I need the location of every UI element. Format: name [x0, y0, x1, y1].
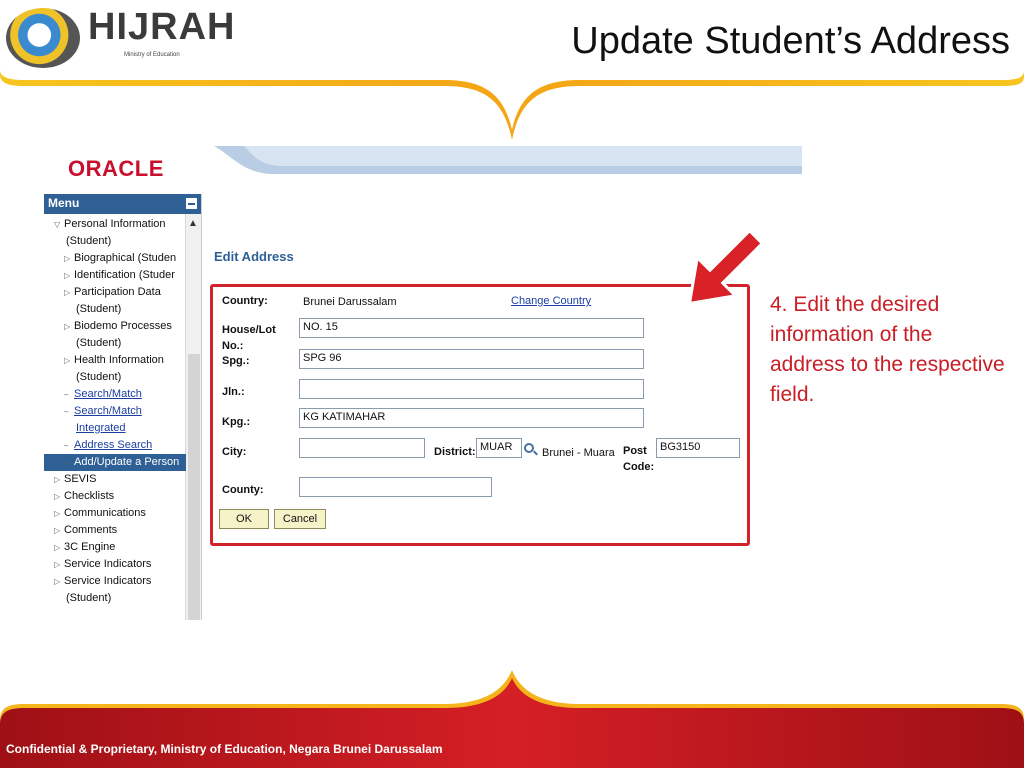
menu-item-label: Service Indicators — [64, 558, 152, 570]
menu-item[interactable] — [44, 505, 186, 522]
menu-item-label: Service Indicators — [64, 575, 152, 587]
menu-item[interactable] — [44, 437, 186, 454]
menu-item — [44, 590, 186, 607]
kpg-label: Kpg.: — [222, 416, 251, 428]
hijrah-logo — [6, 4, 236, 70]
menu-item-label: Personal Information — [64, 218, 166, 230]
menu-title: Menu — [48, 196, 80, 210]
logo-text: HIJRAH — [88, 6, 236, 48]
collapsed-triangle-icon: ▷ — [54, 577, 61, 586]
menu-item-label: 3C Engine — [64, 541, 116, 553]
county-input[interactable] — [299, 477, 492, 497]
slide-title: Update Student’s Address — [571, 20, 1010, 62]
house-input[interactable]: NO. 15 — [299, 318, 644, 338]
spg-input[interactable]: SPG 96 — [299, 349, 644, 369]
menu-item[interactable] — [44, 556, 186, 573]
menu-item — [44, 335, 186, 352]
annotation-note: 4. Edit the desired information of the address to the respective field. — [770, 293, 1005, 406]
menu-item-label: (Student) — [76, 303, 122, 315]
menu-item-label: Participation Data — [74, 286, 161, 298]
cancel-button[interactable]: Cancel — [274, 509, 326, 529]
menu-item-label: Biodemo Processes — [74, 320, 172, 332]
collapsed-triangle-icon: ▷ — [64, 322, 71, 331]
country-value: Brunei Darussalam — [303, 296, 397, 308]
logo-subtext: Ministry of Education — [124, 52, 180, 58]
red-arrow-icon — [672, 226, 772, 316]
collapsed-triangle-icon: ▷ — [54, 526, 61, 535]
menu-item[interactable] — [44, 216, 186, 233]
county-label: County: — [222, 484, 264, 496]
collapsed-triangle-icon: ▷ — [64, 288, 71, 297]
menu-item-label: Biographical (Studen — [74, 252, 177, 264]
menu-item[interactable] — [44, 454, 186, 471]
menu-item-label: (Student) — [66, 592, 112, 604]
menu-item-label: Communications — [64, 507, 146, 519]
menu-item[interactable] — [44, 403, 186, 420]
country-label: Country: — [222, 295, 268, 307]
menu-item-label: Checklists — [64, 490, 115, 502]
menu-item[interactable] — [44, 488, 186, 505]
city-label: City: — [222, 446, 247, 458]
menu-item-label: Search/Match — [74, 405, 142, 417]
menu-item[interactable] — [44, 386, 186, 403]
menu-item-label: Add/Update a Person — [74, 456, 180, 468]
collapsed-triangle-icon: ▷ — [54, 509, 61, 518]
menu-item-label: Health Information — [74, 354, 164, 366]
address-form — [210, 284, 750, 546]
footer-text: Confidential & Proprietary, Ministry of Education, Negara Brunei Darussalam — [6, 742, 443, 756]
city-input[interactable] — [299, 438, 425, 458]
menu-item[interactable] — [44, 284, 186, 301]
post-code-label: Post — [623, 445, 647, 457]
menu-item[interactable] — [44, 539, 186, 556]
district-description: Brunei - Muara — [542, 447, 615, 459]
district-lookup-icon[interactable] — [524, 443, 534, 453]
menu-item — [44, 301, 186, 318]
house-label: House/Lot — [222, 324, 276, 336]
jln-input[interactable] — [299, 379, 644, 399]
menu-panel — [44, 194, 202, 620]
menu-item — [44, 233, 186, 250]
collapsed-triangle-icon: ▷ — [54, 543, 61, 552]
jln-label: Jln.: — [222, 386, 245, 398]
dash-icon: – — [64, 458, 69, 467]
oracle-logo: ORACLE — [68, 156, 164, 181]
menu-item-label: Identification (Studer — [74, 269, 175, 281]
collapse-icon[interactable] — [185, 197, 198, 210]
menu-list — [44, 216, 186, 607]
change-country-link[interactable]: Change Country — [511, 295, 592, 307]
kpg-input[interactable]: KG KATIMAHAR — [299, 408, 644, 428]
menu-item[interactable] — [44, 471, 186, 488]
menu-item[interactable] — [44, 318, 186, 335]
spg-label: Spg.: — [222, 355, 250, 367]
menu-item-label: (Student) — [76, 371, 122, 383]
menu-item[interactable] — [44, 522, 186, 539]
post-code-input[interactable]: BG3150 — [656, 438, 740, 458]
collapsed-triangle-icon: ▷ — [64, 356, 71, 365]
collapsed-triangle-icon: ▷ — [54, 560, 61, 569]
menu-item-label: (Student) — [66, 235, 112, 247]
district-input[interactable]: MUAR — [476, 438, 522, 458]
menu-item — [44, 369, 186, 386]
collapsed-triangle-icon: ▷ — [54, 492, 61, 501]
menu-header — [44, 194, 201, 214]
oracle-header — [44, 146, 802, 192]
post-code-label-line2: Code: — [623, 461, 655, 473]
header-stripe — [214, 146, 802, 174]
menu-item-label: SEVIS — [64, 473, 97, 485]
hijrah-emblem-icon — [6, 8, 80, 68]
scrollbar-thumb[interactable] — [188, 354, 200, 620]
embedded-screenshot — [44, 146, 802, 620]
page-title: Edit Address — [214, 249, 294, 264]
dash-icon: – — [64, 407, 69, 416]
menu-item-label: (Student) — [76, 337, 122, 349]
menu-item-label: Address Search — [74, 439, 153, 451]
scroll-up-icon[interactable]: ▲ — [188, 218, 198, 229]
menu-item-label: Comments — [64, 524, 118, 536]
menu-item[interactable] — [44, 267, 186, 284]
collapsed-triangle-icon: ▷ — [54, 475, 61, 484]
dash-icon: – — [64, 390, 69, 399]
menu-item[interactable] — [44, 250, 186, 267]
district-label: District: — [434, 446, 476, 458]
house-label-line2: No.: — [222, 340, 244, 352]
menu-item[interactable] — [44, 352, 186, 369]
menu-scrollbar[interactable] — [185, 214, 201, 620]
collapsed-triangle-icon: ▷ — [64, 254, 71, 263]
menu-item[interactable] — [44, 420, 186, 437]
collapsed-triangle-icon: ▷ — [64, 271, 71, 280]
dash-icon: – — [64, 441, 69, 450]
expanded-triangle-icon: ▽ — [54, 220, 61, 229]
menu-item[interactable] — [44, 573, 186, 590]
ok-button[interactable]: OK — [219, 509, 269, 529]
menu-item-label: Integrated — [76, 422, 126, 434]
menu-item-label: Search/Match — [74, 388, 142, 400]
